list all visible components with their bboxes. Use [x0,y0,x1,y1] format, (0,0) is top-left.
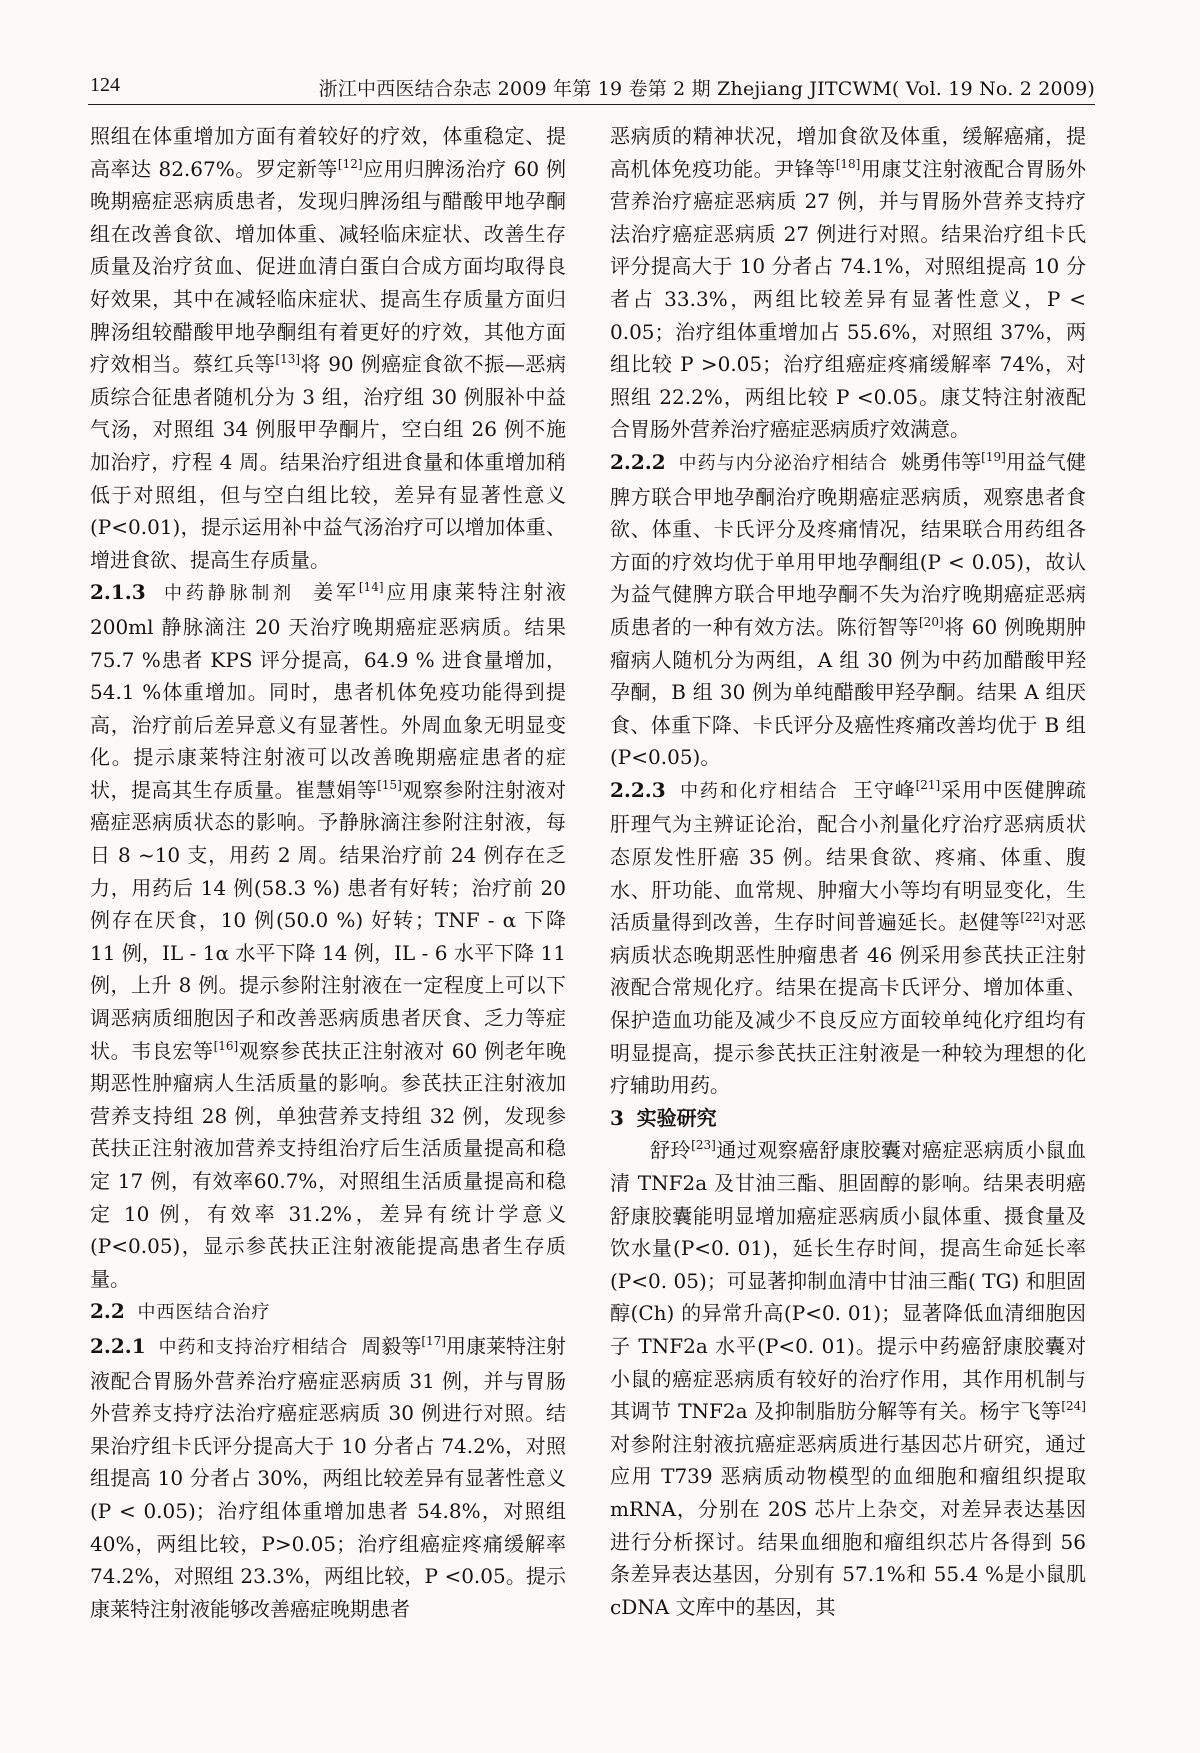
citation: [16] [213,1038,239,1053]
citation: [19] [981,450,1006,465]
paragraph: 照组在体重增加方面有着较好的疗效，体重稳定、提高率达 82.67%。罗定新等[12]应用归脾汤治疗 60 例晚期癌症恶病质患者，发现归脾汤组与醋酸甲地孕酮组在改善食欲、增加体重、减轻临床症状、改善生存质量及治疗贫血、促进血清白蛋白合成方面均取得良好效果，其中在减轻临床症状、提高生存质量方面归脾汤组较醋酸甲地孕酮组有着更好的疗效，其他方面疗效相当。蔡红兵等[13]将 90 例癌症食欲不振—恶病质综合征患者随机分为 3 组，治疗组 30 例服补中益气汤，对照组 34 例服甲孕酮片，空白组 26 例不施加治疗，疗程 4 周。结果治疗组进食量和体重增加稍低于对照组，但与空白组比较，差异有显著性意义(P<0.01)，提示运用补中益气汤治疗可以增加体重、增进食欲、提高生存质量。 [90,124,567,572]
section-title: 中西医结合治疗 [137,1302,271,1324]
section-title: 中药与内分泌治疗相结合 [678,452,889,474]
section-3-heading [610,1102,1086,1135]
section-number: 2.2.1 [90,1333,146,1358]
section-title: 中药静脉制剂 [164,583,295,605]
section-title: 中药和支持治疗相结合 [158,1336,349,1358]
section-number: 2.1.3 [90,580,146,605]
right-column [610,120,1086,1623]
citation: [20] [919,615,944,630]
citation: [24] [1061,1399,1086,1414]
paragraph: 恶病质的精神状况，增加食欲及体重，缓解癌痛，提高机体免疫功能。尹锋等[18]用康艾注射液配合胃肠外营养治疗癌症恶病质 27 例，并与胃肠外营养支持疗法治疗癌症恶病质 27 例进行对照。结果治疗组卡氏评分提高大于 10 分者占 74.1%，对照组提高 10 分者占 33.3%，两组比较差异有显著性意义，P < 0.05；治疗组体重增加占 55.6%，对照组 37%，两组比较 P >0.05；治疗组癌症疼痛缓解率 74%，对照组 22.2%，两组比较 P <0.05。康艾特注射液配合胃肠外营养治疗癌症恶病质疗效满意。 [610,124,1087,442]
citation: [15] [377,778,402,793]
section-2-1-3: 2.1.3 中药静脉制剂 姜军[14]应用康莱特注射液 200ml 静脉滴注 20 天治疗晚期癌症恶病质。结果 75.7 %患者 KPS 评分提高，64.9 % 进食量增加，54.1 %体重增加。同时，患者机体免疫功能得到提高，治疗前后差异意义有显著性。外周血象无明显变化。提示康莱特注射液可以改善晚期癌症患者的症状，提高其生存质量。崔慧娟等[15]观察参附注射液对癌症恶病质状态的影响。予静脉滴注参附注射液，每日 8 ~10 支，用药 2 周。结果治疗前 24 例存在乏力，用药后 14 例(58.3 %) 患者有好转；治疗前 20 例存在厌食，10 例(50.0 %) 好转；TNF - α 下降 11 例，IL - 1α 水平下降 14 例，IL - 6 水平下降 11 例，上升 8 例。提示参附注射液在一定程度上可以下调恶病质细胞因子和改善恶病质患者厌食、乏力等症状。韦良宏等[16]观察参芪扶正注射液对 60 例老年晚期恶性肿瘤病人生活质量的影响。参芪扶正注射液加营养支持组 28 例，单独营养支持组 32 例，发现参芪扶正注射液加营养支持组治疗后生活质量提高和稳定 17 例，有效率60.7%，对照组生活质量提高和稳定 10 例，有效率 31.2%，差异有统计学意义(P<0.05)，显示参芪扶正注射液能提高患者生存质量。 [90,580,567,1291]
section-2-2-3: 2.2.3 中药和化疗相结合 王守峰[21]采用中医健脾疏肝理气为主辨证论治，配合小剂量化疗治疗恶病质状态原发性肝癌 35 例。结果食欲、疼痛、体重、腹水、肝功能、血常规、肿瘤大小等均有明显变化，生活质量得到改善，生存时间普遍延长。赵健等[22]对恶病质状态晚期恶性肿瘤患者 46 例采用参芪扶正注射液配合常规化疗。结果在提高卡氏评分、增加体重、保护造血功能及减少不良反应方面较单纯化疗组均有明显提高，提示参芪扶正注射液是一种较为理想的化疗辅助用药。 [610,777,1087,1098]
header-rule [88,104,1095,105]
citation: [13] [275,352,301,367]
citation: [18] [835,156,861,171]
section-2-2-2: 2.2.2 中药与内分泌治疗相结合 姚勇伟等[19]用益气健脾方联合甲地孕酮治疗晚期癌症恶病质，观察患者食欲、体重、卡氏评分及疼痛情况，结果联合用药组各方面的疗效均优于单用甲地孕酮组(P < 0.05)，故认为益气健脾方联合甲地孕酮不失为治疗晚期癌症恶病质患者的一种有效方法。陈衍智等[20]将 60 例晚期肿瘤病人随机分为两组，A 组 30 例为中药加醋酸甲羟孕酮，B 组 30 例为单纯醋酸甲羟孕酮。结果 A 组厌食、体重下降、卡氏评分及癌性疼痛改善均优于 B 组(P<0.05)。 [610,449,1087,770]
running-head: 浙江中西医结合杂志 2009 年第 19 卷第 2 期 Zhejiang JITCWM( Vol. 19 No. 2 2009) [318,78,1095,100]
section-title: 中药和化疗相结合 [680,780,839,802]
page-number: 124 [90,74,120,96]
section-number: 2.2 [90,1299,125,1324]
section-number: 2.2.2 [610,449,666,474]
section-number: 3 [610,1105,624,1130]
section-2-2-1: 2.2.1 中药和支持治疗相结合 周毅等[17]用康莱特注射液配合胃肠外营养治疗癌症恶病质 31 例，并与胃肠外营养支持疗法治疗癌症恶病质 30 例进行对照。结果治疗组卡氏评分提高大于 10 分者占 74.2%，对照组提高 10 分者占 30%，两组比较差异有显著性意义(P < 0.05)；治疗组体重增加患者 54.8%，对照组 40%，两组比较，P>0.05；治疗组癌症疼痛缓解率 74.2%，对照组 23.3%，两组比较，P <0.05。提示康莱特注射液能够改善癌症晚期患者 [90,1333,567,1621]
section-number: 2.2.3 [610,777,666,802]
citation: [23] [691,1138,716,1153]
section-2-2-heading [90,1295,566,1330]
citation: [14] [358,580,384,595]
citation: [12] [337,156,363,171]
section-3-body: 舒玲[23]通过观察癌舒康胶囊对癌症恶病质小鼠血清 TNF2a 及甘油三酯、胆固醇的影响。结果表明癌舒康胶囊能明显增加癌症恶病质小鼠体重、摄食量及饮水量(P<0. 01)，延长生存时间，提高生命延长率(P<0. 05)；可显著抑制血清中甘油三酯( TG) 和胆固醇(Ch) 的异常升高(P<0. 01)；显著降低血清细胞因子 TNF2a 水平(P<0. 01)。提示中药癌舒康胶囊对小鼠的癌症恶病质有较好的治疗作用，其作用机制与其调节 TNF2a 及抑制脂肪分解等有关。杨宇飞等[24]对参附注射液抗癌症恶病质进行基因芯片研究，通过应用 T739 恶病质动物模型的血细胞和瘤组织提取 mRNA，分别在 20S 芯片上杂交，对差异表达基因进行分析探讨。结果血细胞和瘤组织芯片各得到 56 条差异表达基因，分别有 57.1%和 55.4 %是小鼠肌 cDNA 文库中的基因，其 [610,1138,1087,1619]
left-column [90,120,566,1625]
citation: [21] [915,778,941,793]
citation: [17] [421,1334,446,1349]
section-title: 实验研究 [636,1105,717,1130]
citation: [22] [1020,910,1045,925]
